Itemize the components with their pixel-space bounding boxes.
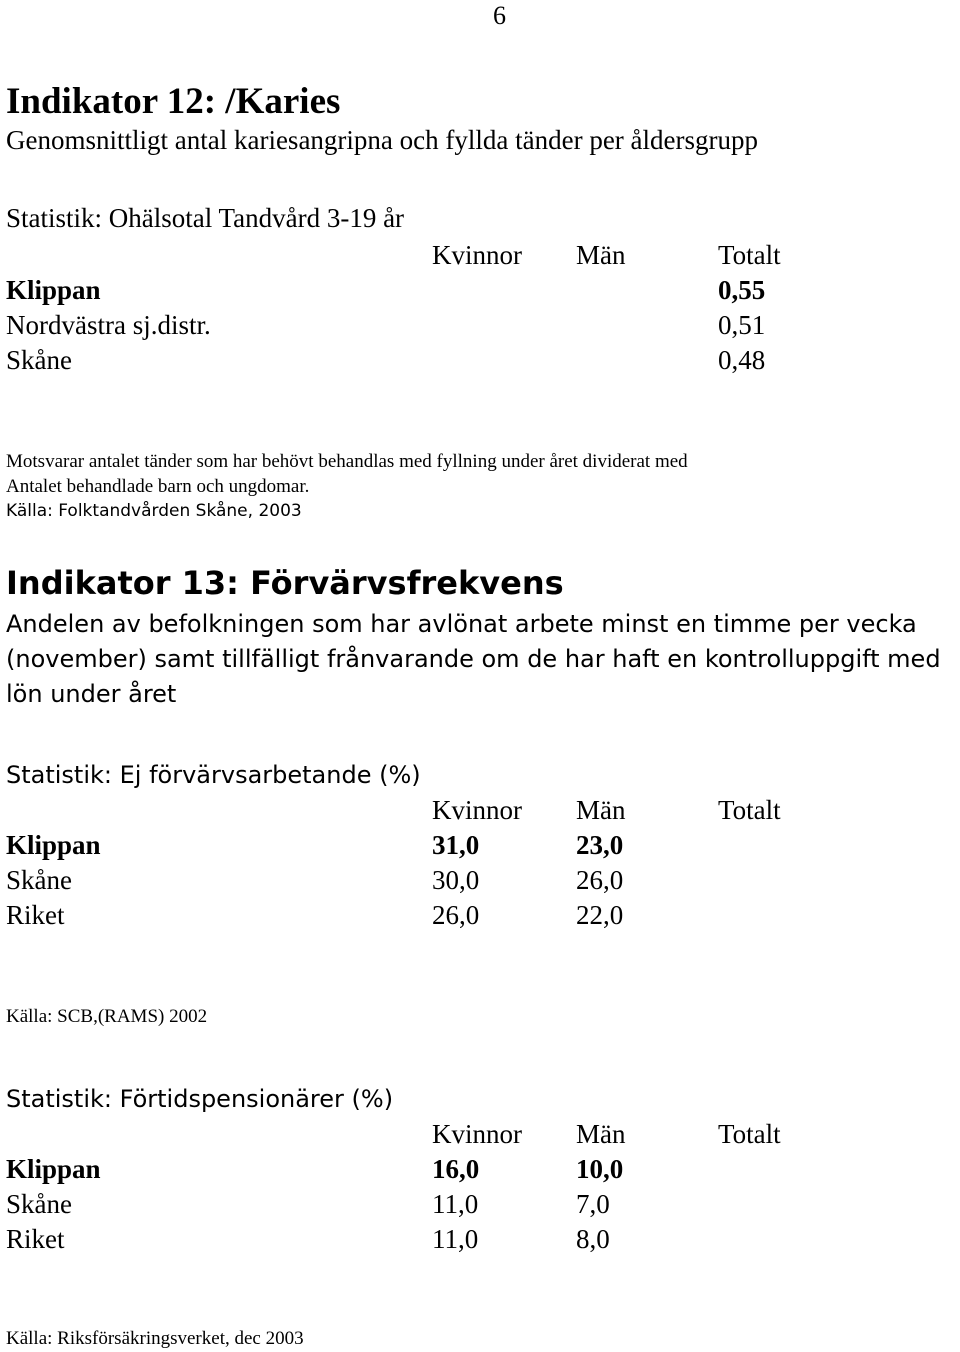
indicator-12-note-line-1: Motsvarar antalet tänder som har behövt behandlas med fyllning under året dividerat med — [6, 451, 688, 472]
stat-ej-forvarvsarbetande-title: Statistik: Ej förvärvsarbetande (%) — [6, 761, 421, 789]
table-cell-kvinnor: 11,0 — [432, 1189, 479, 1219]
table-cell-man: 26,0 — [576, 865, 624, 895]
indicator-13-title: Indikator 13: Förvärvsfrekvens — [6, 564, 564, 602]
indicator-12-source: Källa: Folktandvården Skåne, 2003 — [6, 501, 302, 521]
table-cell-totalt: 0,51 — [718, 310, 766, 340]
table-cell-kvinnor: 26,0 — [432, 900, 480, 930]
indicator-12-title: Indikator 12: /Karies — [6, 81, 341, 122]
table-cell-kvinnor: 30,0 — [432, 865, 480, 895]
table-row-label: Skåne — [6, 1189, 72, 1219]
header-kvinnor: Kvinnor — [432, 1119, 522, 1149]
header-man: Män — [576, 240, 626, 270]
table-row-label: Riket — [6, 1224, 65, 1254]
table-cell-kvinnor: 31,0 — [432, 830, 480, 860]
table-row-label: Klippan — [6, 830, 101, 860]
indicator-13-desc-line-2: (november) samt tillfälligt frånvarande om de har haft en kontrolluppgift med — [6, 645, 941, 673]
table-cell-man: 10,0 — [576, 1154, 624, 1184]
table-cell-man: 8,0 — [576, 1224, 610, 1254]
header-kvinnor: Kvinnor — [432, 795, 522, 825]
indicator-12-stat-title: Statistik: Ohälsotal Tandvård 3-19 år — [6, 203, 405, 233]
stat-fortidspensionarer-title: Statistik: Förtidspensionärer (%) — [6, 1085, 394, 1113]
indicator-12-note-line-2: Antalet behandlade barn och ungdomar. — [6, 476, 310, 497]
page-number: 6 — [493, 1, 506, 30]
table-row-label: Nordvästra sj.distr. — [6, 310, 211, 340]
header-totalt: Totalt — [718, 240, 781, 270]
indicator-12-subtitle: Genomsnittligt antal kariesangripna och fyllda tänder per åldersgrupp — [6, 125, 759, 155]
table-cell-kvinnor: 16,0 — [432, 1154, 480, 1184]
table-row-label: Klippan — [6, 275, 101, 305]
indicator-13-desc-line-1: Andelen av befolkningen som har avlönat arbete minst en timme per vecka — [6, 610, 917, 638]
header-totalt: Totalt — [718, 1119, 781, 1149]
table-row-label: Skåne — [6, 865, 72, 895]
table-cell-man: 7,0 — [576, 1189, 610, 1219]
table-cell-kvinnor: 11,0 — [432, 1224, 479, 1254]
header-man: Män — [576, 1119, 626, 1149]
table-cell-totalt: 0,48 — [718, 345, 766, 375]
table-cell-totalt: 0,55 — [718, 275, 766, 305]
stat-fortidspensionarer-source: Källa: Riksförsäkringsverket, dec 2003 — [6, 1328, 304, 1349]
header-totalt: Totalt — [718, 795, 781, 825]
table-row-label: Klippan — [6, 1154, 101, 1184]
header-kvinnor: Kvinnor — [432, 240, 522, 270]
stat-ej-forvarvsarbetande-source: Källa: SCB,(RAMS) 2002 — [6, 1006, 208, 1027]
table-cell-man: 23,0 — [576, 830, 624, 860]
table-cell-man: 22,0 — [576, 900, 624, 930]
indicator-13-desc-line-3: lön under året — [6, 680, 177, 708]
table-row-label: Skåne — [6, 345, 72, 375]
header-man: Män — [576, 795, 626, 825]
table-row-label: Riket — [6, 900, 65, 930]
